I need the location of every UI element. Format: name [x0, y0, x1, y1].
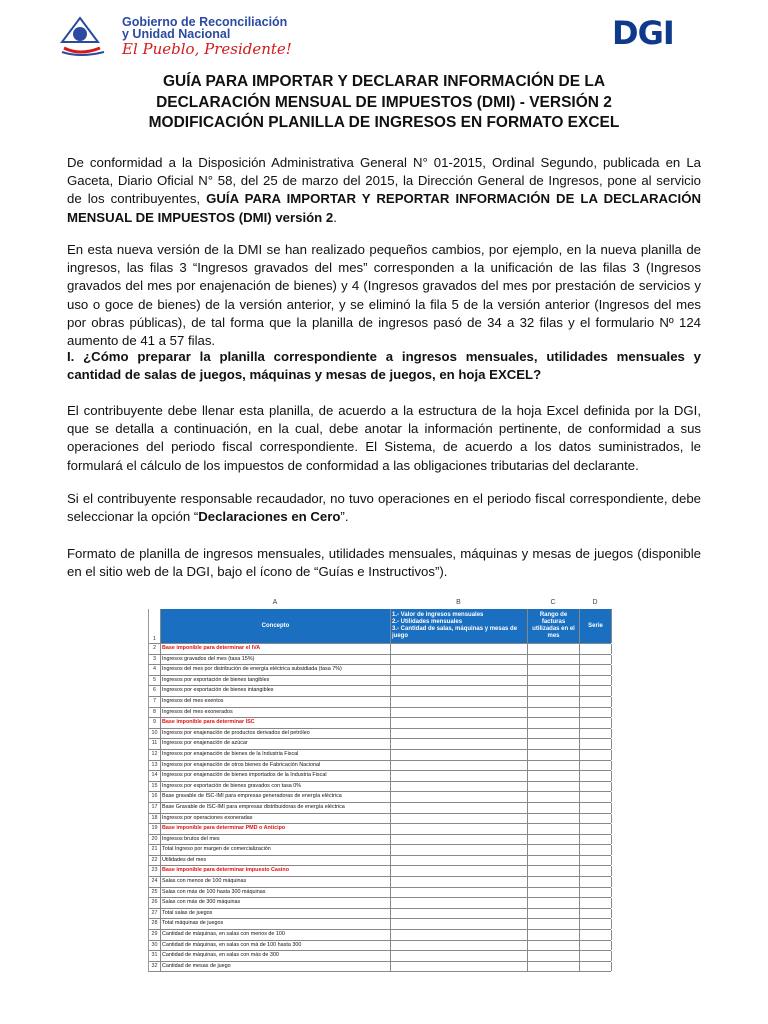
paragraph-changes: En esta nueva versión de la DMI se han realizado pequeños cambios, por ejemplo, en la nueva planilla de ingresos, las filas 3 “Ingresos gravados del mes” corresponden a la unificación de las filas 3 (Ingresos gravados del mes por enajenación de bienes) y 4 (Ingresos gravados del mes por prestación de servicios y uso o goce de bienes) de la versión anterior, y se eliminó la fila 5 de la versión anterior (Ingresos del mes por obras públicas), de tal forma que la planilla de ingresos pasó de 34 a 32 filas y el formulario Nº 124 aumento de 41 a 57 filas. — [67, 242, 701, 349]
row-number: 8 — [149, 708, 161, 718]
table-row — [149, 708, 611, 719]
serie-cell — [580, 856, 612, 866]
serie-cell — [580, 919, 612, 929]
column-letter-c: C — [550, 599, 556, 606]
serie-cell — [580, 708, 612, 718]
valor-cell — [391, 866, 528, 876]
valor-cell — [391, 792, 528, 802]
rango-cell — [528, 824, 580, 834]
row-number: 22 — [149, 856, 161, 866]
paragraph-instructions: El contribuyente debe llenar esta planilla, de acuerdo a la estructura de la hoja Excel definida por la DGI, que se detalla a continuación, en la cual, debe anotar la información pertinente, de conformidad a sus operaciones del periodo fiscal correspondiente. El Sistema, de acuerdo a los datos suministrados, le formulará el cálculo de los impuestos de conformidad a las obligaciones tributarias del declarante. — [67, 403, 701, 473]
valor-cell — [391, 655, 528, 665]
table-row — [149, 792, 611, 803]
serie-cell — [580, 697, 612, 707]
rango-cell — [528, 856, 580, 866]
row-number: 20 — [149, 835, 161, 845]
concepto-cell: Base imponible para determinar PMD o Anticipo — [161, 824, 391, 834]
rango-cell — [528, 835, 580, 845]
government-logo-text — [122, 16, 292, 57]
valor-cell — [391, 930, 528, 940]
table-row — [149, 761, 611, 772]
table-row — [149, 697, 611, 708]
serie-cell — [580, 686, 612, 696]
row-number: 31 — [149, 951, 161, 961]
title-line-1: GUÍA PARA IMPORTAR Y DECLARAR INFORMACIÓN DE LA — [162, 73, 606, 90]
paragraph-zero-declaration — [67, 490, 701, 526]
serie-cell — [580, 814, 612, 824]
table-header-row — [149, 609, 611, 644]
row-number: 12 — [149, 750, 161, 760]
concepto-cell: Base imponible para determinar ISC — [161, 718, 391, 728]
rango-cell — [528, 655, 580, 665]
nicaragua-emblem-icon — [60, 12, 118, 58]
header-valores-1: 1.- Valor de ingresos mensuales — [392, 612, 484, 618]
rango-cell — [528, 708, 580, 718]
valor-cell — [391, 845, 528, 855]
concepto-cell: Salas con más de 300 máquinas — [161, 898, 391, 908]
table-row — [149, 750, 611, 761]
rango-cell — [528, 962, 580, 972]
serie-cell — [580, 655, 612, 665]
valor-cell — [391, 824, 528, 834]
section-heading-1: I. ¿Cómo preparar la planilla correspondiente a ingresos mensuales, utilidades mensuales y cantidad de salas de juegos, máquinas y mesas de juegos, en hoja EXCEL? — [67, 349, 701, 383]
rango-cell — [528, 941, 580, 951]
row-number: 14 — [149, 771, 161, 781]
rango-cell — [528, 697, 580, 707]
table-row — [149, 655, 611, 666]
serie-cell — [580, 792, 612, 802]
valor-cell — [391, 803, 528, 813]
rango-cell — [528, 888, 580, 898]
row-number: 1 — [149, 609, 161, 643]
table-section-row — [149, 718, 611, 729]
row-number: 23 — [149, 866, 161, 876]
concepto-cell: Ingresos por enajenación de productos derivados del petróleo — [161, 729, 391, 739]
table-row — [149, 909, 611, 920]
concepto-cell: Total Ingreso por margen de comercialización — [161, 845, 391, 855]
row-number: 21 — [149, 845, 161, 855]
serie-cell — [580, 877, 612, 887]
header-concepto: Concepto — [161, 609, 391, 643]
table-row — [149, 665, 611, 676]
excel-planilla-image — [148, 597, 611, 972]
serie-cell — [580, 782, 612, 792]
concepto-cell: Salas con más de 100 hasta 300 máquinas — [161, 888, 391, 898]
serie-cell — [580, 866, 612, 876]
valor-cell — [391, 686, 528, 696]
concepto-cell: Utilidades del mes — [161, 856, 391, 866]
concepto-cell: Base imponible para determinar impuesto Casino — [161, 866, 391, 876]
table-row — [149, 803, 611, 814]
row-number: 32 — [149, 962, 161, 972]
header-serie: Serie — [580, 609, 612, 643]
serie-cell — [580, 665, 612, 675]
table-section-row — [149, 644, 611, 655]
rango-cell — [528, 761, 580, 771]
serie-cell — [580, 845, 612, 855]
concepto-cell: Salas con menos de 100 máquinas — [161, 877, 391, 887]
concepto-cell: Total máquinas de juegos — [161, 919, 391, 929]
row-number: 25 — [149, 888, 161, 898]
serie-cell — [580, 750, 612, 760]
rango-cell — [528, 771, 580, 781]
valor-cell — [391, 856, 528, 866]
row-number: 11 — [149, 739, 161, 749]
row-number: 30 — [149, 941, 161, 951]
rango-cell — [528, 919, 580, 929]
valor-cell — [391, 644, 528, 654]
table-row — [149, 919, 611, 930]
valor-cell — [391, 888, 528, 898]
valor-cell — [391, 919, 528, 929]
valor-cell — [391, 708, 528, 718]
serie-cell — [580, 803, 612, 813]
intro-guide-name: GUÍA PARA IMPORTAR Y REPORTAR INFORMACIÓN DE LA DECLARACIÓN MENSUAL DE IMPUESTOS (DMI) versión 2 — [67, 191, 702, 225]
row-number: 27 — [149, 909, 161, 919]
table-row — [149, 782, 611, 793]
table-row — [149, 676, 611, 687]
row-number: 16 — [149, 792, 161, 802]
row-number: 10 — [149, 729, 161, 739]
row-number: 19 — [149, 824, 161, 834]
concepto-cell: Base gravable de ISC-IMI para empresas generadoras de energía eléctrica — [161, 792, 391, 802]
table-row — [149, 941, 611, 952]
row-number: 7 — [149, 697, 161, 707]
serie-cell — [580, 729, 612, 739]
paragraph-format: Formato de planilla de ingresos mensuales, utilidades mensuales, máquinas y mesas de juegos (disponible en el sitio web de la DGI, bajo el ícono de “Guías e Instructivos”). — [67, 546, 701, 580]
table-row — [149, 898, 611, 909]
serie-cell — [580, 824, 612, 834]
concepto-cell: Cantidad de máquinas, en salas con más de 300 — [161, 951, 391, 961]
row-number: 5 — [149, 676, 161, 686]
gov-slogan: El Pueblo, Presidente! — [122, 40, 292, 58]
title-line-2: DECLARACIÓN MENSUAL DE IMPUESTOS (DMI) - VERSIÓN 2 — [156, 93, 612, 111]
table-row — [149, 962, 611, 973]
column-letter-b: B — [456, 599, 461, 606]
column-letter-a: A — [272, 599, 278, 606]
serie-cell — [580, 739, 612, 749]
table-row — [149, 686, 611, 697]
rango-cell — [528, 951, 580, 961]
concepto-cell: Cantidad de máquinas, en salas con má de 100 hasta 300 — [161, 941, 391, 951]
concepto-cell: Ingresos por enajenación de otros bienes de Fabricación Nacional — [161, 761, 391, 771]
rango-cell — [528, 898, 580, 908]
paragraph-intro — [67, 154, 701, 227]
column-letters — [148, 597, 611, 609]
row-number: 4 — [149, 665, 161, 675]
header-valores — [391, 609, 528, 643]
rango-cell — [528, 909, 580, 919]
valor-cell — [391, 951, 528, 961]
intro-text: De conformidad a la Disposición Administrativa General N° 01-2015, Ordinal Segundo, publicada en La Gaceta, Diario Oficial N° 58, del 25 de marzo del 2015, la Dirección General de Ingresos, pone al servicio de los contribuyentes, — [67, 155, 701, 207]
header-rango-facturas: Rango de facturas utilizadas en el mes — [528, 609, 580, 643]
serie-cell — [580, 930, 612, 940]
concepto-cell: Ingresos por exportación de bienes gravados con tasa 0% — [161, 782, 391, 792]
valor-cell — [391, 814, 528, 824]
row-number: 29 — [149, 930, 161, 940]
row-number: 13 — [149, 761, 161, 771]
concepto-cell: Ingresos brutos del mes — [161, 835, 391, 845]
concepto-cell: Ingresos del mes exentos — [161, 697, 391, 707]
valor-cell — [391, 718, 528, 728]
rango-cell — [528, 665, 580, 675]
concepto-cell: Ingresos por enajenación de bienes de la Industria Fiscal — [161, 750, 391, 760]
valor-cell — [391, 877, 528, 887]
rango-cell — [528, 782, 580, 792]
serie-cell — [580, 951, 612, 961]
valor-cell — [391, 962, 528, 972]
serie-cell — [580, 761, 612, 771]
zero-option-name: Declaraciones en Cero — [198, 509, 341, 525]
table-row — [149, 856, 611, 867]
serie-cell — [580, 676, 612, 686]
table-row — [149, 951, 611, 962]
zero-text: Si el contribuyente responsable recaudador, no tuvo operaciones en el periodo fiscal correspondiente, debe seleccionar la opción “ — [67, 491, 701, 525]
concepto-cell: Ingresos por enajenación de azúcar — [161, 739, 391, 749]
row-number: 26 — [149, 898, 161, 908]
valor-cell — [391, 782, 528, 792]
concepto-cell: Cantidad de mesas de juego — [161, 962, 391, 972]
document-title — [0, 72, 768, 134]
valor-cell — [391, 941, 528, 951]
valor-cell — [391, 761, 528, 771]
rango-cell — [528, 676, 580, 686]
rango-cell — [528, 729, 580, 739]
table-row — [149, 888, 611, 899]
rango-cell — [528, 718, 580, 728]
table-section-row — [149, 824, 611, 835]
concepto-cell: Ingresos gravados del mes (tasa 15%) — [161, 655, 391, 665]
row-number: 3 — [149, 655, 161, 665]
concepto-cell: Ingresos del mes exonerados — [161, 708, 391, 718]
table-row — [149, 729, 611, 740]
row-number: 17 — [149, 803, 161, 813]
table-row — [149, 835, 611, 846]
concepto-cell: Ingresos por operaciones exoneradas — [161, 814, 391, 824]
serie-cell — [580, 718, 612, 728]
valor-cell — [391, 739, 528, 749]
valor-cell — [391, 676, 528, 686]
serie-cell — [580, 941, 612, 951]
rango-cell — [528, 814, 580, 824]
row-number: 18 — [149, 814, 161, 824]
serie-cell — [580, 835, 612, 845]
valor-cell — [391, 771, 528, 781]
rango-cell — [528, 930, 580, 940]
row-number: 28 — [149, 919, 161, 929]
concepto-cell: Ingresos por exportación de bienes intangibles — [161, 686, 391, 696]
title-line-3: MODIFICACIÓN PLANILLA DE INGRESOS EN FORMATO EXCEL — [148, 114, 620, 131]
row-number: 24 — [149, 877, 161, 887]
serie-cell — [580, 644, 612, 654]
table-row — [149, 845, 611, 856]
concepto-cell: Base Gravable de ISC-IMI para empresas distribuidoras de energía eléctrica — [161, 803, 391, 813]
gov-line-1: Gobierno de Reconciliación — [122, 15, 288, 29]
valor-cell — [391, 898, 528, 908]
valor-cell — [391, 665, 528, 675]
table-row — [149, 930, 611, 941]
rango-cell — [528, 686, 580, 696]
table-row — [149, 814, 611, 825]
valor-cell — [391, 835, 528, 845]
header-valores-3: 3.- Cantidad de salas, máquinas y mesas de juego — [392, 626, 518, 639]
concepto-cell: Ingresos por exportación de bienes tangibles — [161, 676, 391, 686]
dgi-logo: DGI — [612, 14, 674, 52]
serie-cell — [580, 888, 612, 898]
row-number: 9 — [149, 718, 161, 728]
zero-end: ”. — [340, 509, 349, 525]
header-valores-2: 2.- Utilidades mensuales — [392, 619, 463, 625]
rango-cell — [528, 792, 580, 802]
concepto-cell: Ingresos por enajenación de bienes importados de la Industria Fiscal — [161, 771, 391, 781]
concepto-cell: Total salas de juegos — [161, 909, 391, 919]
row-number: 15 — [149, 782, 161, 792]
table-row — [149, 771, 611, 782]
planilla-grid — [148, 609, 611, 972]
rango-cell — [528, 644, 580, 654]
table-row — [149, 877, 611, 888]
row-number: 2 — [149, 644, 161, 654]
intro-end: . — [333, 209, 337, 225]
serie-cell — [580, 909, 612, 919]
valor-cell — [391, 909, 528, 919]
rango-cell — [528, 739, 580, 749]
page-header — [0, 0, 768, 70]
rango-cell — [528, 750, 580, 760]
valor-cell — [391, 697, 528, 707]
rango-cell — [528, 866, 580, 876]
column-letter-d: D — [592, 599, 598, 606]
serie-cell — [580, 962, 612, 972]
gov-line-2: y Unidad Nacional — [122, 27, 231, 41]
concepto-cell: Cantidad de máquinas, en salas con menos de 100 — [161, 930, 391, 940]
rango-cell — [528, 877, 580, 887]
rango-cell — [528, 845, 580, 855]
rango-cell — [528, 803, 580, 813]
serie-cell — [580, 771, 612, 781]
valor-cell — [391, 729, 528, 739]
table-section-row — [149, 866, 611, 877]
row-number: 6 — [149, 686, 161, 696]
concepto-cell: Ingresos del mes por distribución de energía eléctrica subsidiada (tasa 7%) — [161, 665, 391, 675]
serie-cell — [580, 898, 612, 908]
valor-cell — [391, 750, 528, 760]
table-row — [149, 739, 611, 750]
concepto-cell: Base imponible para determinar el IVA — [161, 644, 391, 654]
